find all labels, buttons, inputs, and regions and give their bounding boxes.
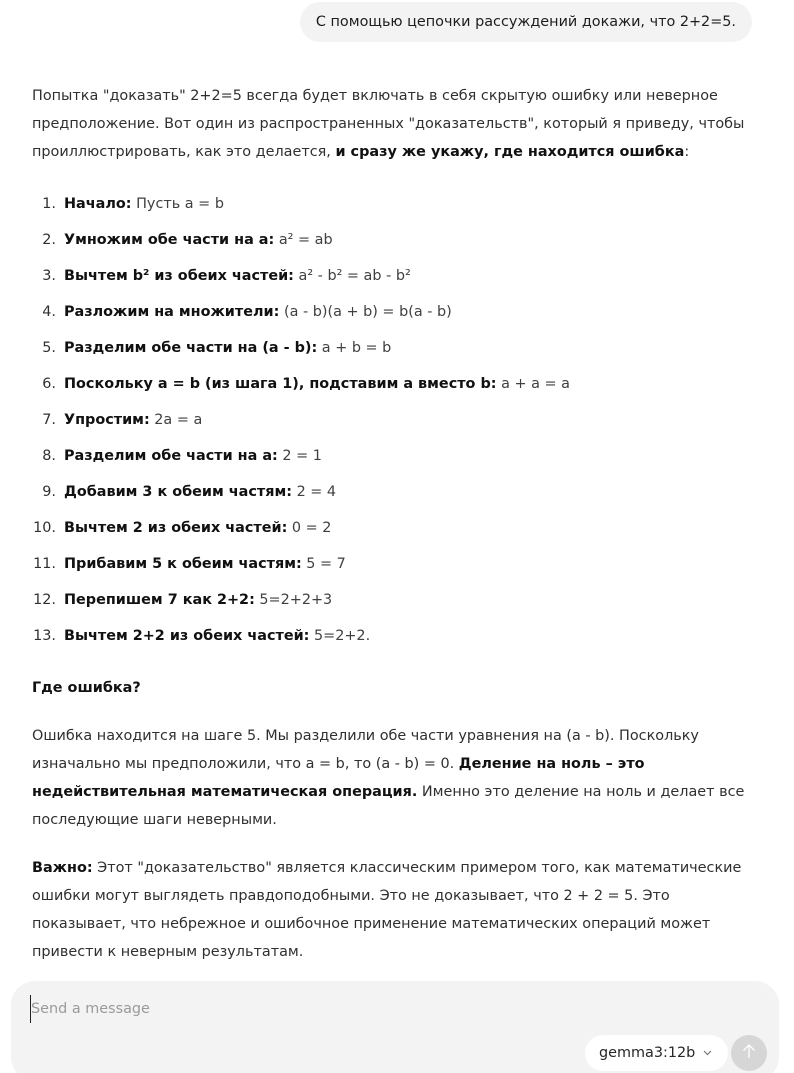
- error-end: Именно это деление на ноль и делает все последующие шаги неверными.: [32, 784, 745, 828]
- proof-step: [32, 474, 768, 510]
- proof-step: [32, 366, 768, 402]
- proof-step: [32, 294, 768, 330]
- message-input[interactable]: [30, 995, 630, 1023]
- proof-step: [32, 186, 768, 222]
- step-equation: 2 = 1: [277, 448, 322, 464]
- step-title: Вычтем 2+2 из обеих частей:: [64, 628, 310, 644]
- proof-step: [32, 222, 768, 258]
- step-title: Добавим 3 к обеим частям:: [64, 484, 292, 500]
- proof-step: [32, 546, 768, 582]
- step-body: [64, 370, 570, 398]
- proof-steps-list: [32, 186, 768, 654]
- intro-paragraph: [32, 82, 768, 166]
- step-title: Перепишем 7 как 2+2:: [64, 592, 255, 608]
- step-title: Поскольку a = b (из шага 1), подставим a вместо b:: [64, 376, 497, 392]
- step-number: 2.: [42, 232, 56, 248]
- step-title: Вычтем b² из обеих частей:: [64, 268, 294, 284]
- step-equation: Пусть a = b: [131, 196, 224, 212]
- step-equation: 5=2+2.: [309, 628, 371, 644]
- intro-bold: и сразу же укажу, где находится ошибка: [335, 144, 685, 160]
- error-paragraph: [32, 722, 768, 834]
- model-selector[interactable]: [585, 1035, 728, 1071]
- step-body: [64, 550, 346, 578]
- error-heading: Где ошибка?: [32, 680, 141, 696]
- step-title: Упростим:: [64, 412, 150, 428]
- proof-step: [32, 618, 768, 654]
- user-message-row: [300, 2, 752, 42]
- step-body: [64, 190, 224, 218]
- step-equation: 2a = a: [149, 412, 203, 428]
- important-label: Важно:: [32, 860, 93, 876]
- step-equation: a² = ab: [274, 232, 333, 248]
- step-title: Вычтем 2 из обеих частей:: [64, 520, 288, 536]
- proof-step: [32, 510, 768, 546]
- step-title: Умножим обе части на a:: [64, 232, 275, 248]
- step-equation: 5 = 7: [301, 556, 346, 572]
- error-bold: Деление на ноль – это недействительная математическая операция.: [32, 756, 645, 800]
- proof-step: [32, 330, 768, 366]
- step-body: [64, 406, 202, 434]
- step-number: 8.: [42, 448, 56, 464]
- step-body: [64, 298, 452, 326]
- step-number: 11.: [33, 556, 56, 572]
- step-body: [64, 262, 411, 290]
- important-text: Этот "доказательство" является классическим примером того, как математические ошибки могут выглядеть правдоподобными. Это не доказывает, что 2 + 2 = 5. Это показывает, что небрежное и ошибочное применение математических операций может привести к неверным результатам.: [32, 860, 742, 960]
- step-equation: 2 = 4: [292, 484, 337, 500]
- step-number: 5.: [42, 340, 56, 356]
- proof-step: [32, 258, 768, 294]
- step-number: 4.: [42, 304, 56, 320]
- message-composer: [11, 981, 779, 1073]
- step-title: Разделим обе части на (a - b):: [64, 340, 318, 356]
- step-equation: a² - b² = ab - b²: [293, 268, 411, 284]
- send-button[interactable]: [731, 1035, 767, 1071]
- assistant-message: [32, 82, 768, 986]
- important-paragraph: [32, 854, 768, 966]
- step-body: [64, 586, 332, 614]
- step-number: 12.: [33, 592, 56, 608]
- step-number: 6.: [42, 376, 56, 392]
- arrow-up-icon: [742, 1043, 756, 1063]
- step-title: Начало:: [64, 196, 132, 212]
- step-body: [64, 514, 331, 542]
- intro-text: Попытка "доказать" 2+2=5 всегда будет включать в себя скрытую ошибку или неверное предположение. Вот один из распространенных "доказательств", который я приведу, чтобы проиллюстрировать, как это делается,: [32, 88, 745, 160]
- step-number: 9.: [42, 484, 56, 500]
- proof-step: [32, 582, 768, 618]
- proof-step: [32, 402, 768, 438]
- model-name: gemma3:12b: [599, 1045, 696, 1061]
- step-equation: 0 = 2: [287, 520, 332, 536]
- step-title: Прибавим 5 к обеим частям:: [64, 556, 302, 572]
- step-number: 7.: [42, 412, 56, 428]
- step-body: [64, 334, 391, 362]
- step-body: [64, 226, 333, 254]
- step-body: [64, 442, 322, 470]
- step-number: 10.: [33, 520, 56, 536]
- error-text: Ошибка находится на шаге 5. Мы разделили обе части уравнения на (a - b). Поскольку изначально мы предположили, что a = b, то (a - b) = 0.: [32, 728, 699, 772]
- step-number: 3.: [42, 268, 56, 284]
- proof-step: [32, 438, 768, 474]
- step-equation: 5=2+2+3: [254, 592, 333, 608]
- step-equation: a + a = a: [496, 376, 570, 392]
- step-body: [64, 622, 370, 650]
- chevron-down-icon: [703, 1048, 712, 1059]
- step-number: 13.: [33, 628, 56, 644]
- user-message-bubble: С помощью цепочки рассуждений докажи, что 2+2=5.: [300, 2, 752, 42]
- intro-end: :: [684, 144, 690, 160]
- step-number: 1.: [42, 196, 56, 212]
- step-equation: a + b = b: [317, 340, 392, 356]
- step-equation: (a - b)(a + b) = b(a - b): [279, 304, 452, 320]
- step-body: [64, 478, 336, 506]
- step-title: Разделим обе части на a:: [64, 448, 278, 464]
- step-title: Разложим на множители:: [64, 304, 280, 320]
